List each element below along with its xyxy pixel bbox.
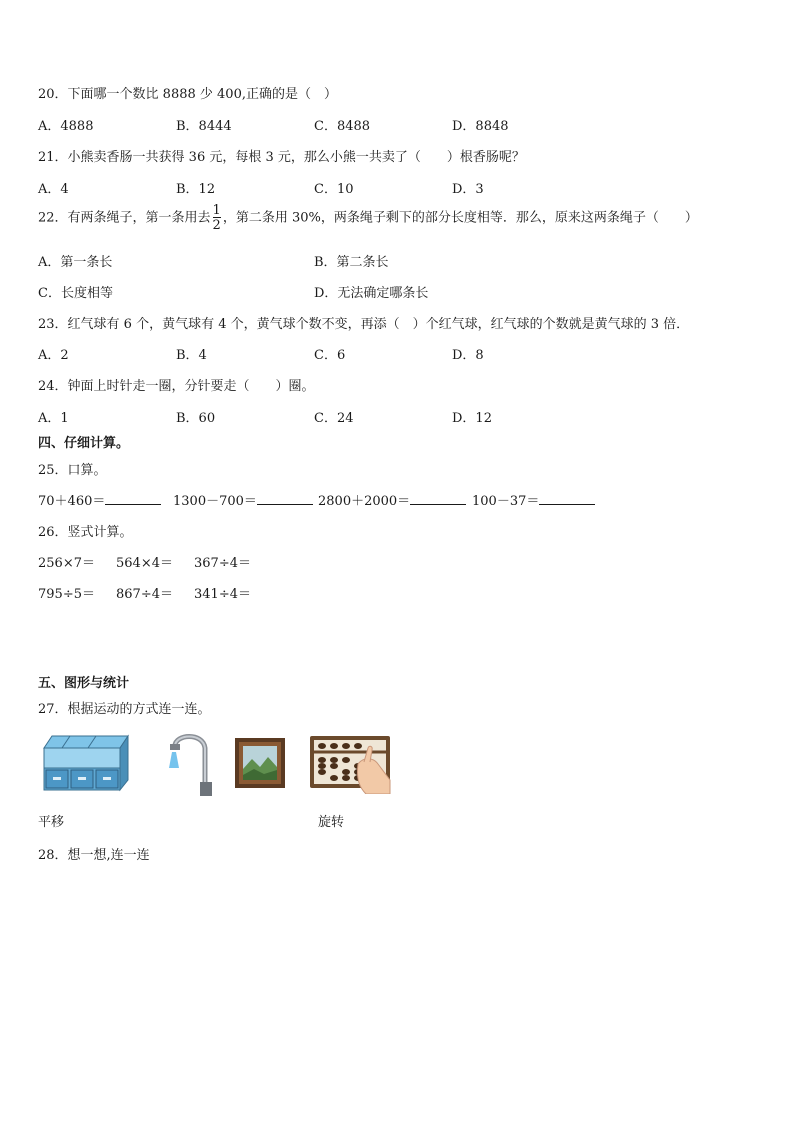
question-26-stem: 26．竖式计算。 bbox=[38, 525, 133, 540]
q20-option-b: B．8444 bbox=[176, 119, 232, 134]
q23-option-d: D．8 bbox=[452, 348, 484, 363]
question-27-stem: 27．根据运动的方式连一连。 bbox=[38, 702, 211, 717]
q20-option-d: D．8848 bbox=[452, 119, 509, 134]
faucet-picture bbox=[163, 728, 215, 800]
q25-item-4 bbox=[472, 490, 595, 509]
drawer-cabinet-picture bbox=[40, 734, 130, 792]
q25-item-1-expr: 70＋460＝ bbox=[38, 494, 106, 509]
q22-fraction-numerator: 1 bbox=[212, 203, 221, 218]
answer-blank[interactable] bbox=[410, 493, 466, 505]
q21-option-d: D．3 bbox=[452, 182, 484, 197]
answer-blank[interactable] bbox=[257, 493, 313, 505]
q22-option-d: D．无法确定哪条长 bbox=[314, 286, 429, 301]
q23-option-a: A．2 bbox=[38, 348, 69, 363]
section-5-heading: 五、图形与统计 bbox=[38, 676, 130, 691]
question-22-stem bbox=[38, 204, 698, 232]
q26-item-2: 564×4＝ bbox=[116, 556, 173, 571]
q24-option-d: D．12 bbox=[452, 411, 492, 426]
q26-item-1: 256×7＝ bbox=[38, 556, 95, 571]
label-rotation: 旋转 bbox=[318, 815, 345, 830]
q22-option-b: B．第二条长 bbox=[314, 255, 389, 270]
q25-item-4-expr: 100－37＝ bbox=[472, 494, 540, 509]
q25-item-2-expr: 1300－700＝ bbox=[173, 494, 257, 509]
question-28-stem: 28．想一想,连一连 bbox=[38, 848, 150, 863]
q22-fraction-denominator: 2 bbox=[212, 218, 221, 233]
q26-item-6: 341÷4＝ bbox=[194, 587, 251, 602]
q25-item-2 bbox=[173, 490, 313, 509]
section-4-heading: 四、仔细计算。 bbox=[38, 436, 130, 451]
q22-stem-before: 22．有两条绳子，第一条用去 bbox=[38, 210, 211, 226]
q21-option-a: A．4 bbox=[38, 182, 69, 197]
q26-item-5: 867÷4＝ bbox=[116, 587, 173, 602]
question-20-stem: 20．下面哪一个数比 8888 少 400,正确的是（ ） bbox=[38, 87, 337, 102]
q22-fraction bbox=[213, 204, 221, 232]
q22-stem-after: ，第二条用 30%，两条绳子剩下的部分长度相等．那么，原来这两条绳子（ ） bbox=[222, 210, 698, 226]
question-25-stem: 25．口算。 bbox=[38, 463, 107, 478]
q21-option-c: C．10 bbox=[314, 182, 354, 197]
q20-option-a: A．4888 bbox=[38, 119, 94, 134]
q25-item-3-expr: 2800＋2000＝ bbox=[318, 494, 411, 509]
question-23-stem: 23．红气球有 6 个，黄气球有 4 个，黄气球个数不变，再添（ ）个红气球，红气球的个数就是黄气球的 3 倍． bbox=[38, 317, 690, 332]
q26-item-3: 367÷4＝ bbox=[194, 556, 251, 571]
label-translation: 平移 bbox=[38, 815, 65, 830]
q24-option-c: C．24 bbox=[314, 411, 354, 426]
question-21-stem: 21．小熊卖香肠一共获得 36 元，每根 3 元，那么小熊一共卖了（ ）根香肠呢？ bbox=[38, 150, 525, 165]
framed-picture bbox=[234, 737, 286, 789]
q20-option-c: C．8488 bbox=[314, 119, 371, 134]
q23-option-b: B．4 bbox=[176, 348, 207, 363]
q22-option-c: C．长度相等 bbox=[38, 286, 113, 301]
q25-item-3 bbox=[318, 490, 466, 509]
q26-item-4: 795÷5＝ bbox=[38, 587, 95, 602]
abacus-picture bbox=[308, 734, 392, 794]
answer-blank[interactable] bbox=[105, 493, 161, 505]
q24-option-a: A．1 bbox=[38, 411, 69, 426]
q24-option-b: B．60 bbox=[176, 411, 216, 426]
q21-option-b: B．12 bbox=[176, 182, 216, 197]
answer-blank[interactable] bbox=[539, 493, 595, 505]
q23-option-c: C．6 bbox=[314, 348, 346, 363]
question-24-stem: 24．钟面上时针走一圈，分针要走（ ）圈。 bbox=[38, 379, 315, 394]
q22-option-a: A．第一条长 bbox=[38, 255, 113, 270]
q25-item-1 bbox=[38, 490, 161, 509]
